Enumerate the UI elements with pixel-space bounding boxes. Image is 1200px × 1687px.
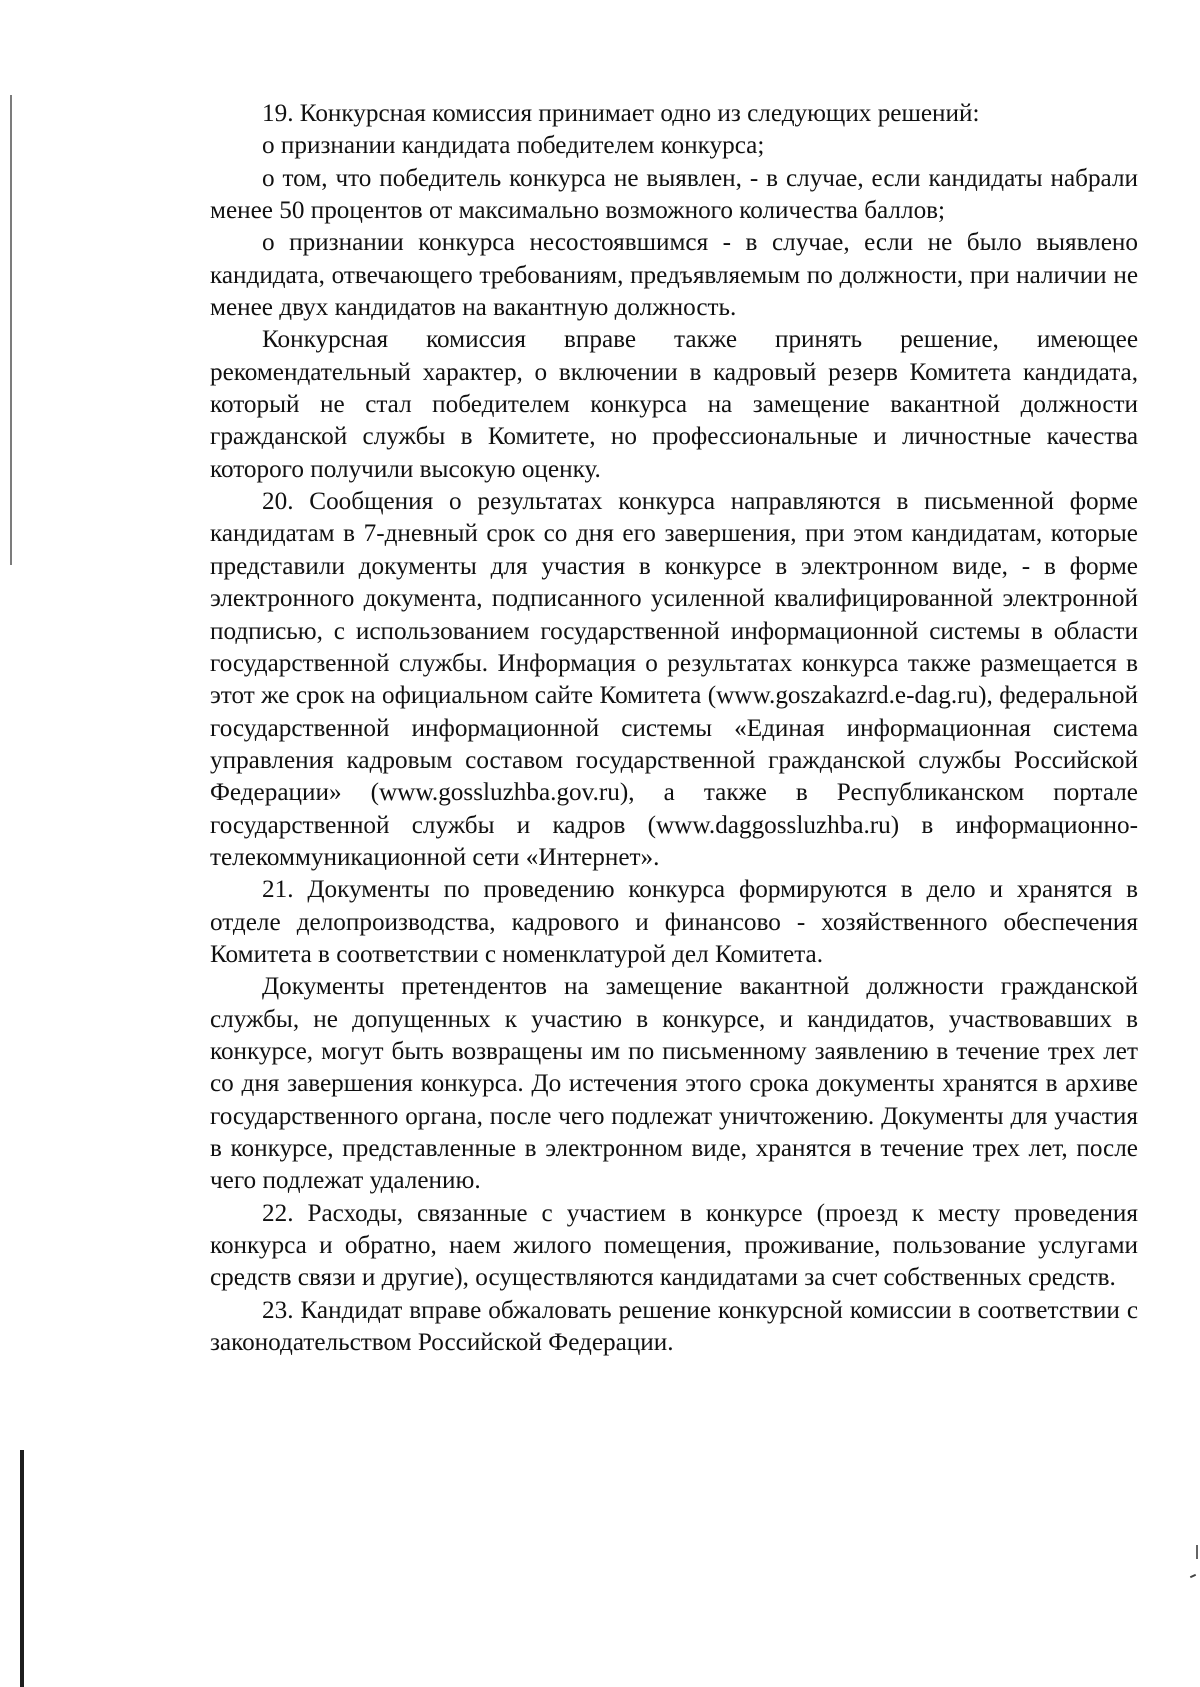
paragraph-reserve: Конкурсная комиссия вправе также принять решение, имеющее рекомендательный характер, о включении в кадровый резерв Комитета кандидата, который не стал победителем конкурса на замещение вакантной должности гражданской службы в Комитете, но профессиональные и личностные качества которого получили высокую оценку. <box>210 326 1138 483</box>
paragraph-decision-no-winner: о том, что победитель конкурса не выявлен, - в случае, если кандидаты набрали менее 50 процентов от максимально возможного количества баллов; <box>210 164 1138 225</box>
paragraph-decision-winner: о признании кандидата победителем конкурса; <box>262 132 765 160</box>
paragraph-21-documents: 21. Документы по проведению конкурса формируются в дело и хранятся в отделе делопроизводства, кадрового и финансово - хозяйственного обеспечения Комитета в соответствии с номенклатурой дел Комитета. <box>210 876 1138 968</box>
paragraph-23-appeal: 23. Кандидат вправе обжаловать решение конкурсной комиссии в соответствии с законодательством Российской Федерации. <box>210 1296 1138 1357</box>
scan-edge-line-bottom <box>20 1450 24 1687</box>
document-body <box>210 98 1138 1359</box>
paragraph-22-expenses: 22. Расходы, связанные с участием в конкурсе (проезд к месту проведения конкурса и обратно, наем жилого помещения, проживание, пользование услугами средств связи и другие), осуществляются кандидатами за счет собственных средств. <box>210 1199 1138 1292</box>
scan-mark <box>1190 1574 1196 1578</box>
scan-edge-line-top <box>10 95 12 565</box>
paragraph-20-notification: 20. Сообщения о результатах конкурса направляются в письменной форме кандидатам в 7-дневный срок со дня его завершения, при этом кандидатам, которые представили документы для участия в конкурсе в электронном виде, - в форме электронного документа, подписанного усиленной квалифицированной электронной подписью, с использованием государственной информационной системы в области государственной службы. Информация о результатах конкурса также размещается в этот же срок на официальном сайте Комитета (www.goszakazrd.e-dag.ru), федеральной государственной информационной системы «Единая информационная система управления кадровым составом государственной гражданской службы Российской Федерации» (www.gossluzhba.gov.ru), а также в Республиканском портале государственной службы и кадров (www.daggossluzhba.ru) в информационно-телекоммуникационной сети «Интернет». <box>210 488 1138 871</box>
paragraph-decision-failed: о признании конкурса несостоявшимся - в случае, если не было выявлено кандидата, отвечающего требованиям, предъявляемым по должности, при наличии не менее двух кандидатов на вакантную должность. <box>210 229 1138 322</box>
scan-mark <box>1196 1545 1198 1559</box>
paragraph-19-intro: 19. Конкурсная комиссия принимает одно из следующих решений: <box>262 100 980 127</box>
paragraph-documents-return: Документы претендентов на замещение вакантной должности гражданской службы, не допущенных к участию в конкурсе, и кандидатов, участвовавших в конкурсе, могут быть возвращены им по письменному заявлению в течение трех лет со дня завершения конкурса. До истечения этого срока документы хранятся в архиве государственного органа, после чего подлежат уничтожению. Документы для участия в конкурсе, представленные в электронном виде, хранятся в течение трех лет, после чего подлежат удалению. <box>210 973 1138 1195</box>
